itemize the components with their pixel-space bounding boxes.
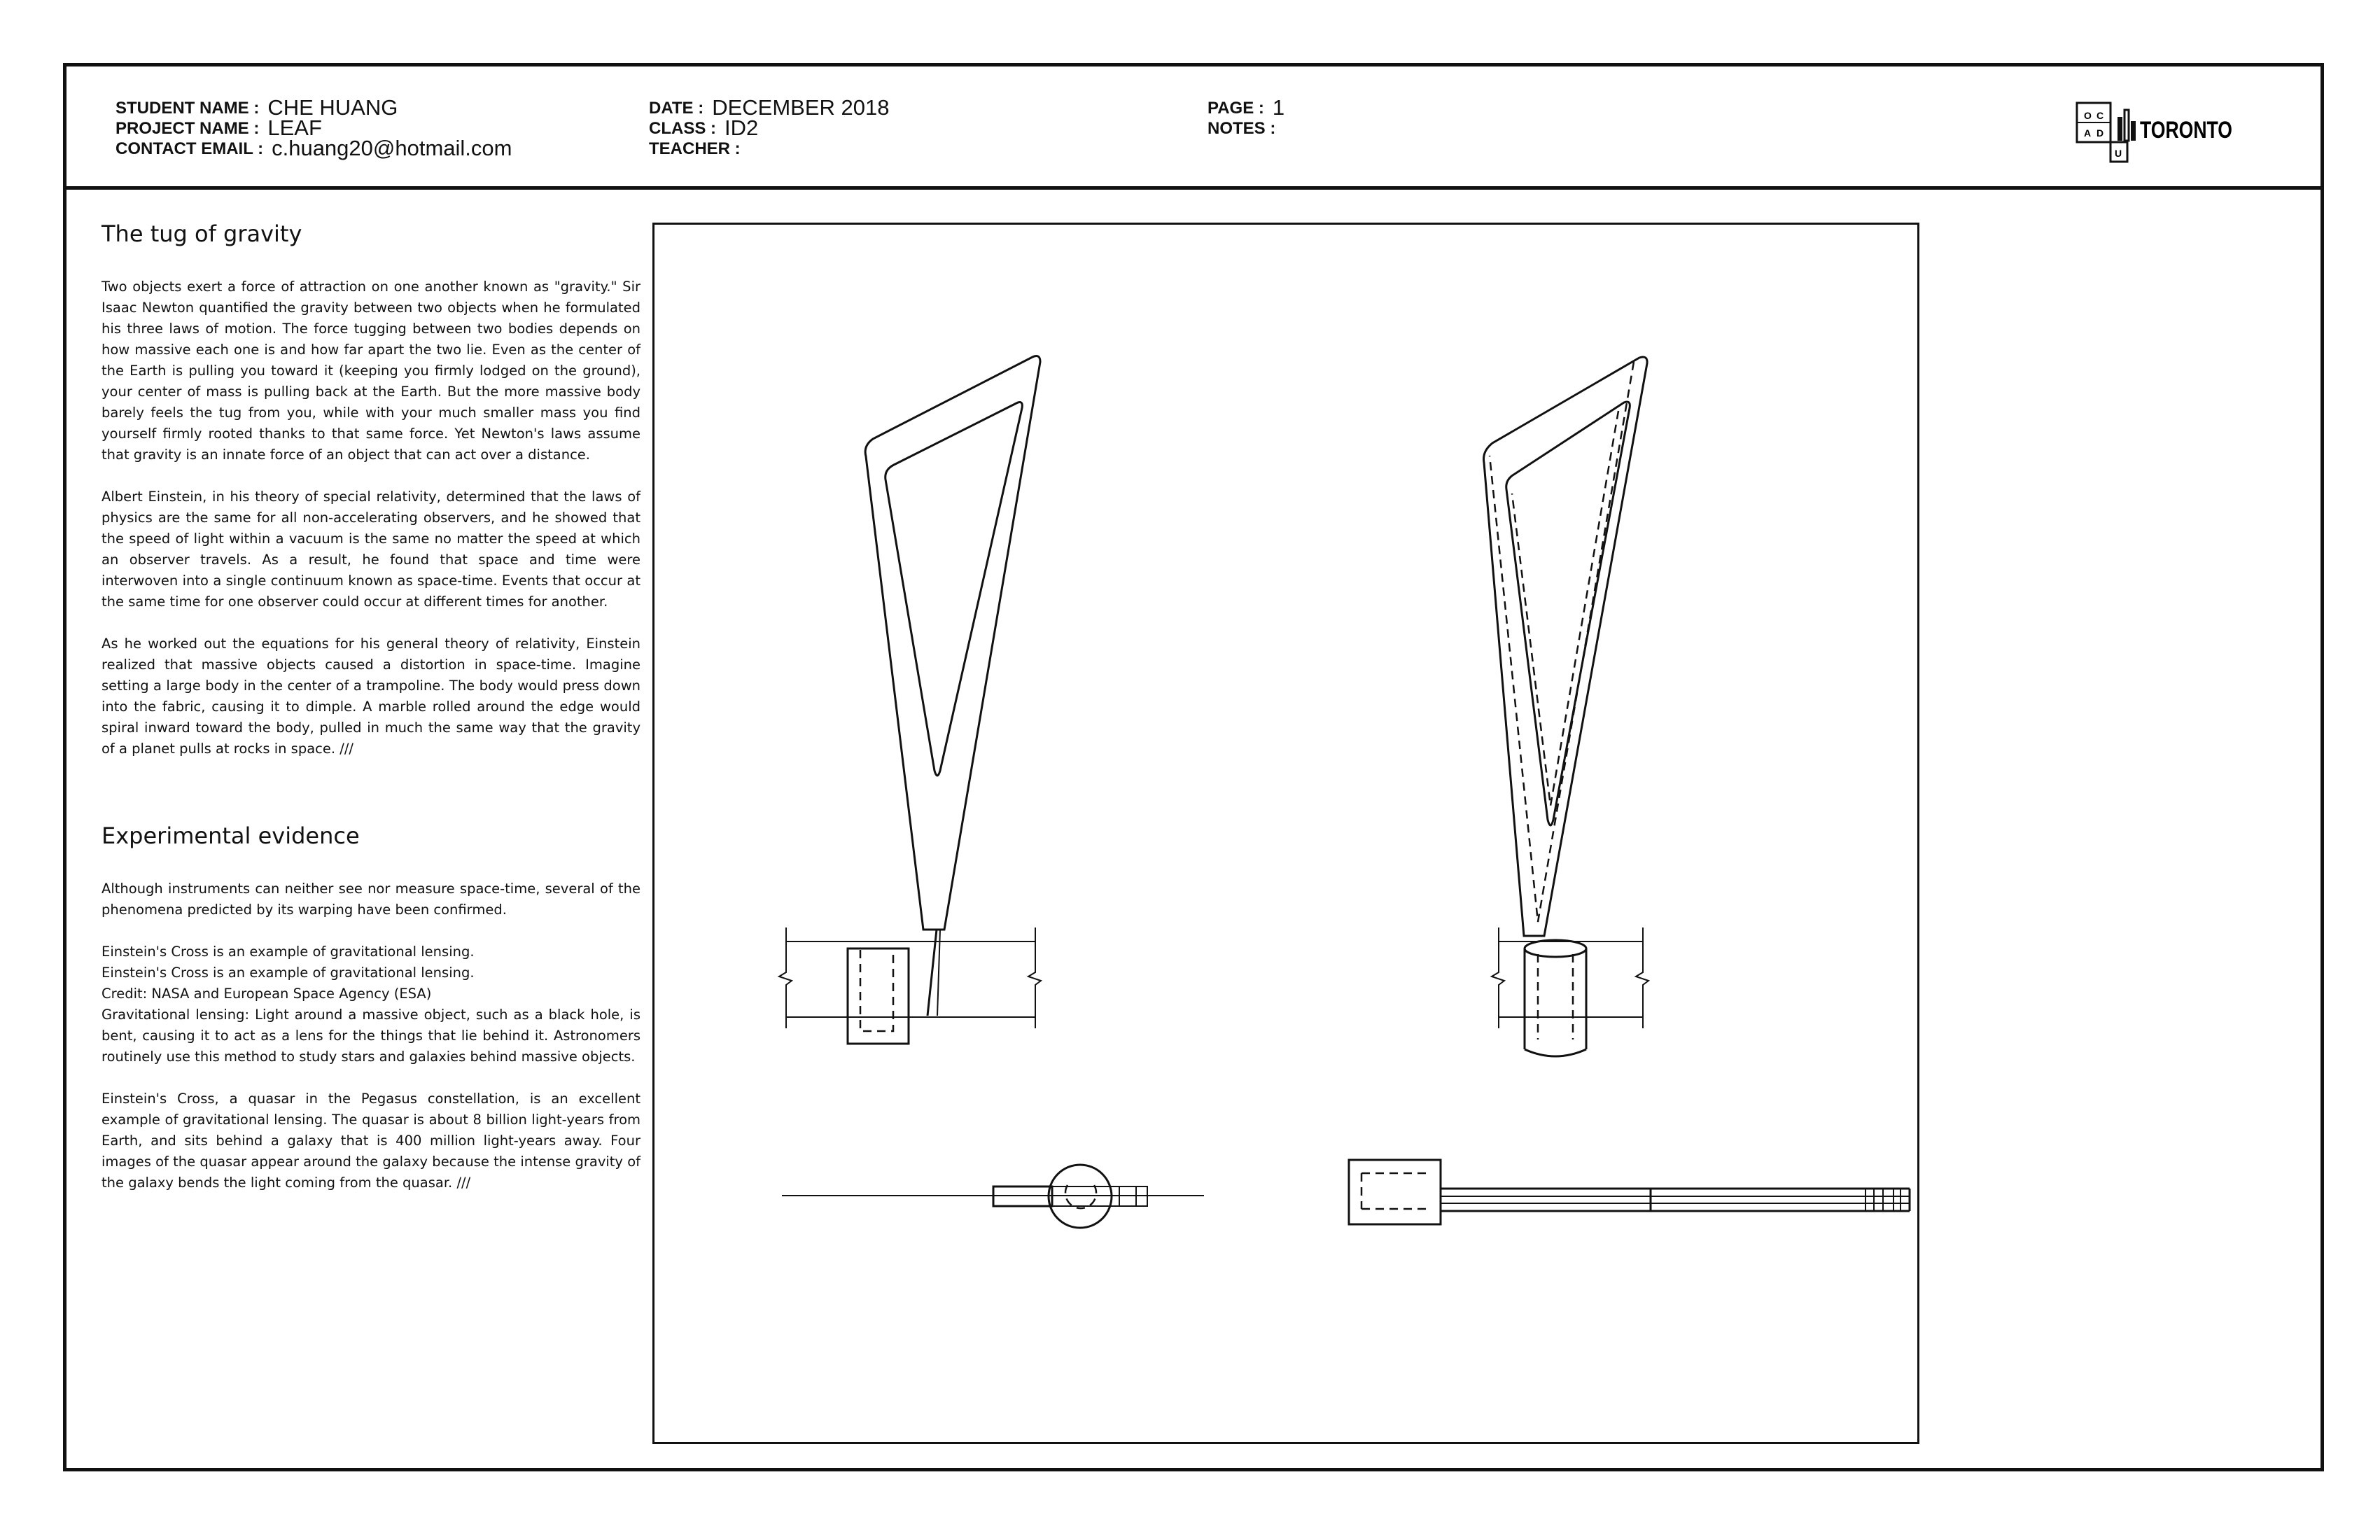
- project-name-label: PROJECT NAME :: [115, 119, 260, 138]
- perspective-drawing: [1484, 357, 1649, 1056]
- student-name-label: STUDENT NAME :: [115, 99, 260, 118]
- page-info: [1208, 97, 1284, 138]
- class-label: CLASS :: [649, 119, 716, 138]
- contact-email: c.huang20@hotmail.com: [272, 136, 512, 160]
- project-name: LEAF: [267, 115, 322, 140]
- paragraph-newton: Two objects exert a force of attraction on one another known as "gravity." Sir Isaac Newton quantified the gravity between two objects when he formulated his three laws of motion. The force tugging between two bodies depends on how massive each one is and how far apart the two lie. Even as the center of the Earth is pulling you toward it (keeping you firmly lodged on the ground), your center of mass is pulling back at the Earth. But the more massive body barely feels the tug from you, while with your much smaller mass you find yourself firmly rooted thanks to that same force. Yet Newton's laws assume that gravity is an innate force of an object that can act over a distance.: [102, 279, 640, 463]
- logo-letter-o: O: [2084, 110, 2092, 121]
- section-heading-gravity: The tug of gravity: [102, 220, 302, 247]
- page-label: PAGE :: [1208, 99, 1264, 118]
- date-label: DATE :: [649, 99, 704, 118]
- paragraph-einstein-cross: Einstein's Cross, a quasar in the Pegasus constellation, is an excellent example of gravitational lensing. The quasar is about 8 billion light-years from Earth, and sits behind a galaxy that is 400 million light-years away. Four images of the quasar appear around the galaxy because the intense gravity of the galaxy bends the light coming from the quasar. ///: [102, 1091, 640, 1191]
- student-name: CHE HUANG: [267, 95, 398, 120]
- title-block: [66, 66, 2320, 190]
- front-elevation-drawing: [779, 356, 1041, 1044]
- contact-email-label: CONTACT EMAIL :: [115, 139, 264, 158]
- toronto-skyline-icon: [2118, 110, 2136, 141]
- section-heading-evidence: Experimental evidence: [102, 822, 360, 849]
- logo-letter-u: U: [2115, 148, 2122, 159]
- date-value: DECEMBER 2018: [712, 95, 890, 120]
- notes-label: NOTES :: [1208, 119, 1276, 138]
- paragraph-lensing: Gravitational lensing: Light around a massive object, such as a black hole, is bent, causing it to act as a lens for the things that lie behind it. Astronomers routinely use this method to study stars and galaxies behind massive objects.: [102, 1007, 640, 1065]
- paragraph-evidence-intro: Although instruments can neither see nor measure space-time, several of the phenomena predicted by its warping have been confirmed.: [102, 881, 640, 918]
- logo-letter-c: C: [2096, 110, 2104, 121]
- text-column: [102, 220, 640, 1214]
- side-view-drawing: [1349, 1160, 1910, 1224]
- teacher-label: TEACHER :: [649, 139, 741, 158]
- credit-line: Credit: NASA and European Space Agency (ESA): [102, 986, 432, 1002]
- technical-drawings: [654, 225, 1917, 1442]
- top-view-drawing: [782, 1165, 1204, 1228]
- logo-letter-a: A: [2084, 127, 2092, 139]
- drawing-sheet: [63, 63, 2324, 1471]
- paragraph-general-relativity: As he worked out the equations for his general theory of relativity, Einstein realized that massive objects caused a distortion in space-time. Imagine setting a large body in the center of a trampoline. The body would press down into the fabric, causing it to dimple. A marble rolled around the edge would spiral inward toward the body, pulled in much the same way that the gravity of a planet pulls at rocks in space. ///: [102, 636, 640, 757]
- page-value: 1: [1272, 95, 1285, 120]
- course-info: [649, 97, 890, 158]
- logo-letter-d: D: [2096, 127, 2104, 139]
- ocadu-toronto-logo: [2076, 102, 2236, 164]
- logo-city: TORONTO: [2140, 117, 2232, 144]
- student-info: [115, 97, 512, 158]
- drawing-frame: [652, 223, 1919, 1444]
- caption-line: Einstein's Cross is an example of gravitational lensing.: [102, 965, 475, 981]
- caption-line: Einstein's Cross is an example of gravitational lensing.: [102, 944, 475, 960]
- paragraph-special-relativity: Albert Einstein, in his theory of special relativity, determined that the laws of physics are the same for all non-accelerating observers, and he showed that the speed of light within a vacuum is the same no matter the speed at which an observer travels. As a result, he found that space and time were interwoven into a single continuum known as space-time. Events that occur at the same time for one observer could occur at different times for another.: [102, 489, 640, 610]
- class-value: ID2: [724, 115, 759, 140]
